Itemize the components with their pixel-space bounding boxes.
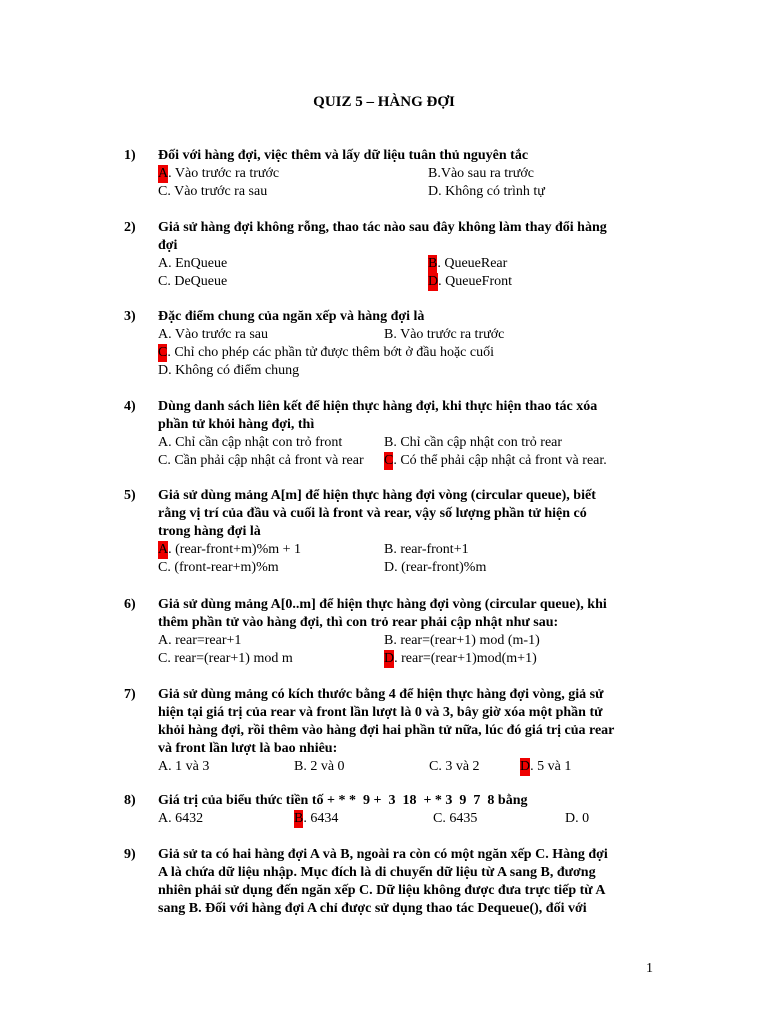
option-c[interactable] (158, 344, 494, 362)
option-d[interactable] (565, 810, 589, 828)
option-letter: B (384, 542, 394, 557)
question-stem (158, 308, 658, 326)
option-text: .Vào sau ra trước (437, 166, 534, 181)
option-letter: A (158, 327, 169, 342)
stem-line: Giả sử dùng mảng A[m] để hiện thực hàng đợi vòng (circular queue), biết (158, 488, 596, 503)
stem-line: đợi (158, 238, 178, 253)
option-letter: A (158, 759, 169, 774)
question-number: 1) (124, 148, 136, 163)
option-letter: A (158, 633, 169, 648)
option-letter: D (428, 184, 439, 199)
option-text: . rear=(rear+1)mod(m+1) (394, 651, 537, 666)
option-c[interactable] (433, 810, 477, 828)
option-text: . 1 và 3 (168, 759, 210, 774)
question-stem (158, 596, 658, 632)
option-b[interactable] (384, 326, 504, 344)
option-a[interactable] (158, 810, 203, 828)
option-a[interactable] (158, 434, 342, 452)
stem-line: hiện tại giá trị của rear và front lần lượt là 0 và 3, bây giờ xóa một phần tử (158, 705, 603, 720)
option-c[interactable] (158, 183, 267, 201)
option-b[interactable] (294, 810, 338, 828)
option-letter: C (158, 651, 168, 666)
question-stem (158, 846, 658, 918)
option-letter: C (384, 453, 394, 468)
option-d[interactable] (428, 183, 545, 201)
option-a[interactable] (158, 632, 241, 650)
option-a[interactable] (158, 541, 301, 559)
question-stem (158, 686, 658, 758)
stem-line: phần tử khỏi hàng đợi, thì (158, 417, 315, 432)
option-text: . (rear-front+m)%m + 1 (168, 542, 302, 557)
option-letter: A (158, 435, 169, 450)
option-b[interactable] (428, 165, 534, 183)
option-text: . (front-rear+m)%m (167, 560, 279, 575)
option-d[interactable] (384, 650, 537, 668)
option-text: . rear=rear+1 (168, 633, 242, 648)
option-letter: D (384, 560, 395, 575)
option-text: . Chỉ cho phép các phần tử được thêm bớt ở đầu hoặc cuối (167, 345, 494, 360)
stem-line: Giá trị của biểu thức tiền tố + * * 9 + 3 18 + * 3 9 7 8 bằng (158, 793, 528, 808)
option-text: . rear=(rear+1) mod (m-1) (393, 633, 540, 648)
option-c[interactable] (158, 273, 227, 291)
option-text: . 2 và 0 (303, 759, 345, 774)
option-text: . 5 và 1 (530, 759, 572, 774)
option-text: . Không có trình tự (438, 184, 545, 199)
question-stem (158, 147, 658, 165)
question-number: 9) (124, 847, 136, 862)
option-c[interactable] (158, 452, 364, 470)
question-number: 5) (124, 488, 136, 503)
stem-line: rằng vị trí của đầu và cuối là front và rear, vậy số lượng phần tử hiện có (158, 506, 587, 521)
option-letter: C (158, 345, 168, 360)
option-b[interactable] (384, 632, 540, 650)
option-text: . 0 (575, 811, 590, 826)
option-text: . QueueRear (437, 256, 508, 271)
option-letter: C (433, 811, 443, 826)
option-b[interactable] (384, 541, 469, 559)
option-text: . Vào trước ra trước (393, 327, 505, 342)
option-letter: B (384, 327, 394, 342)
option-text: . rear=(rear+1) mod m (167, 651, 293, 666)
question-number: 2) (124, 220, 136, 235)
option-text: . Chỉ cần cập nhật con trỏ front (168, 435, 343, 450)
option-c[interactable] (158, 559, 279, 577)
stem-line: nhiên phải sử dụng đến ngăn xếp C. Dữ liệu không được đưa trực tiếp từ A (158, 883, 606, 898)
option-c[interactable] (429, 758, 480, 776)
option-b[interactable] (294, 758, 345, 776)
question-stem (158, 487, 658, 541)
option-a[interactable] (158, 758, 209, 776)
quiz-title: QUIZ 5 – HÀNG ĐỢI (313, 94, 455, 110)
option-text: . 6434 (303, 811, 339, 826)
question-number: 8) (124, 793, 136, 808)
option-a[interactable] (158, 165, 279, 183)
option-d[interactable] (384, 452, 607, 470)
option-text: . Vào trước ra sau (168, 327, 268, 342)
option-text: . DeQueue (167, 274, 228, 289)
stem-line: Giả sử dùng mảng A[0..m] để hiện thực hàng đợi vòng (circular queue), khi (158, 597, 607, 612)
stem-line: Giả sử ta có hai hàng đợi A và B, ngoài ra còn có một ngăn xếp C. Hàng đợi (158, 847, 608, 862)
question-number: 7) (124, 687, 136, 702)
stem-line: Giả sử dùng mảng có kích thước bằng 4 để hiện thực hàng đợi vòng, giả sử (158, 687, 604, 702)
question-stem (158, 792, 658, 810)
option-letter: B (294, 811, 304, 826)
option-a[interactable] (158, 255, 227, 273)
option-letter: A (158, 811, 169, 826)
option-c[interactable] (158, 650, 293, 668)
option-d[interactable] (158, 362, 299, 380)
option-text: . rear-front+1 (393, 542, 469, 557)
option-letter: A (158, 256, 169, 271)
option-text: . Chỉ cần cập nhật con trỏ rear (393, 435, 563, 450)
stem-line: trong hàng đợi là (158, 524, 261, 539)
option-letter: B (428, 256, 438, 271)
option-text: . Không có điểm chung (168, 363, 300, 378)
option-b[interactable] (384, 434, 562, 452)
option-letter: D (428, 274, 439, 289)
stem-line: A là chứa dữ liệu nhập. Mục đích là di chuyển dữ liệu từ A sang B, đương (158, 865, 596, 880)
option-text: . Vào trước ra sau (167, 184, 268, 199)
option-letter: D (384, 651, 395, 666)
stem-line: Đặc điểm chung của ngăn xếp và hàng đợi là (158, 309, 425, 324)
option-letter: A (158, 542, 169, 557)
option-d[interactable] (384, 559, 486, 577)
option-letter: C (158, 274, 168, 289)
stem-line: thêm phần tử vào hàng đợi, thì con trỏ rear phải cập nhật như sau: (158, 615, 559, 630)
stem-line: và front lần lượt là bao nhiêu: (158, 741, 338, 756)
option-letter: D (565, 811, 576, 826)
option-letter: B (384, 633, 394, 648)
option-letter: B (428, 166, 438, 181)
option-text: . QueueFront (438, 274, 513, 289)
question-stem (158, 219, 658, 255)
option-letter: C (158, 560, 168, 575)
option-letter: B (384, 435, 394, 450)
question-stem (158, 398, 658, 434)
stem-line: sang B. Đối với hàng đợi A chỉ được sử dụng thao tác Dequeue(), đối với (158, 901, 587, 916)
question-number: 3) (124, 309, 136, 324)
stem-line: Dùng danh sách liên kết để hiện thực hàng đợi, khi thực hiện thao tác xóa (158, 399, 598, 414)
option-letter: D (158, 363, 169, 378)
option-text: . Cần phải cập nhật cả front và rear (167, 453, 364, 468)
option-text: . 6435 (442, 811, 478, 826)
option-text: . EnQueue (168, 256, 228, 271)
option-d[interactable] (428, 273, 512, 291)
option-text: . 6432 (168, 811, 204, 826)
question-number: 4) (124, 399, 136, 414)
option-text: . (rear-front)%m (394, 560, 487, 575)
stem-line: Giả sử hàng đợi không rỗng, thao tác nào sau đây không làm thay đổi hàng (158, 220, 607, 235)
option-text: . 3 và 2 (438, 759, 480, 774)
option-text: . Có thể phải cập nhật cả front và rear. (393, 453, 607, 468)
option-d[interactable] (520, 758, 571, 776)
question-number: 6) (124, 597, 136, 612)
option-b[interactable] (428, 255, 507, 273)
option-letter: C (158, 453, 168, 468)
page-number: 1 (646, 961, 653, 976)
option-letter: A (158, 166, 169, 181)
option-letter: D (520, 759, 531, 774)
option-letter: C (429, 759, 439, 774)
option-letter: B (294, 759, 304, 774)
option-letter: C (158, 184, 168, 199)
stem-line: khỏi hàng đợi, rồi thêm vào hàng đợi hai phần tử nữa, lúc đó giá trị của rear (158, 723, 615, 738)
option-a[interactable] (158, 326, 268, 344)
stem-line: Đối với hàng đợi, việc thêm và lấy dữ liệu tuân thủ nguyên tắc (158, 148, 529, 163)
option-text: . Vào trước ra trước (168, 166, 280, 181)
